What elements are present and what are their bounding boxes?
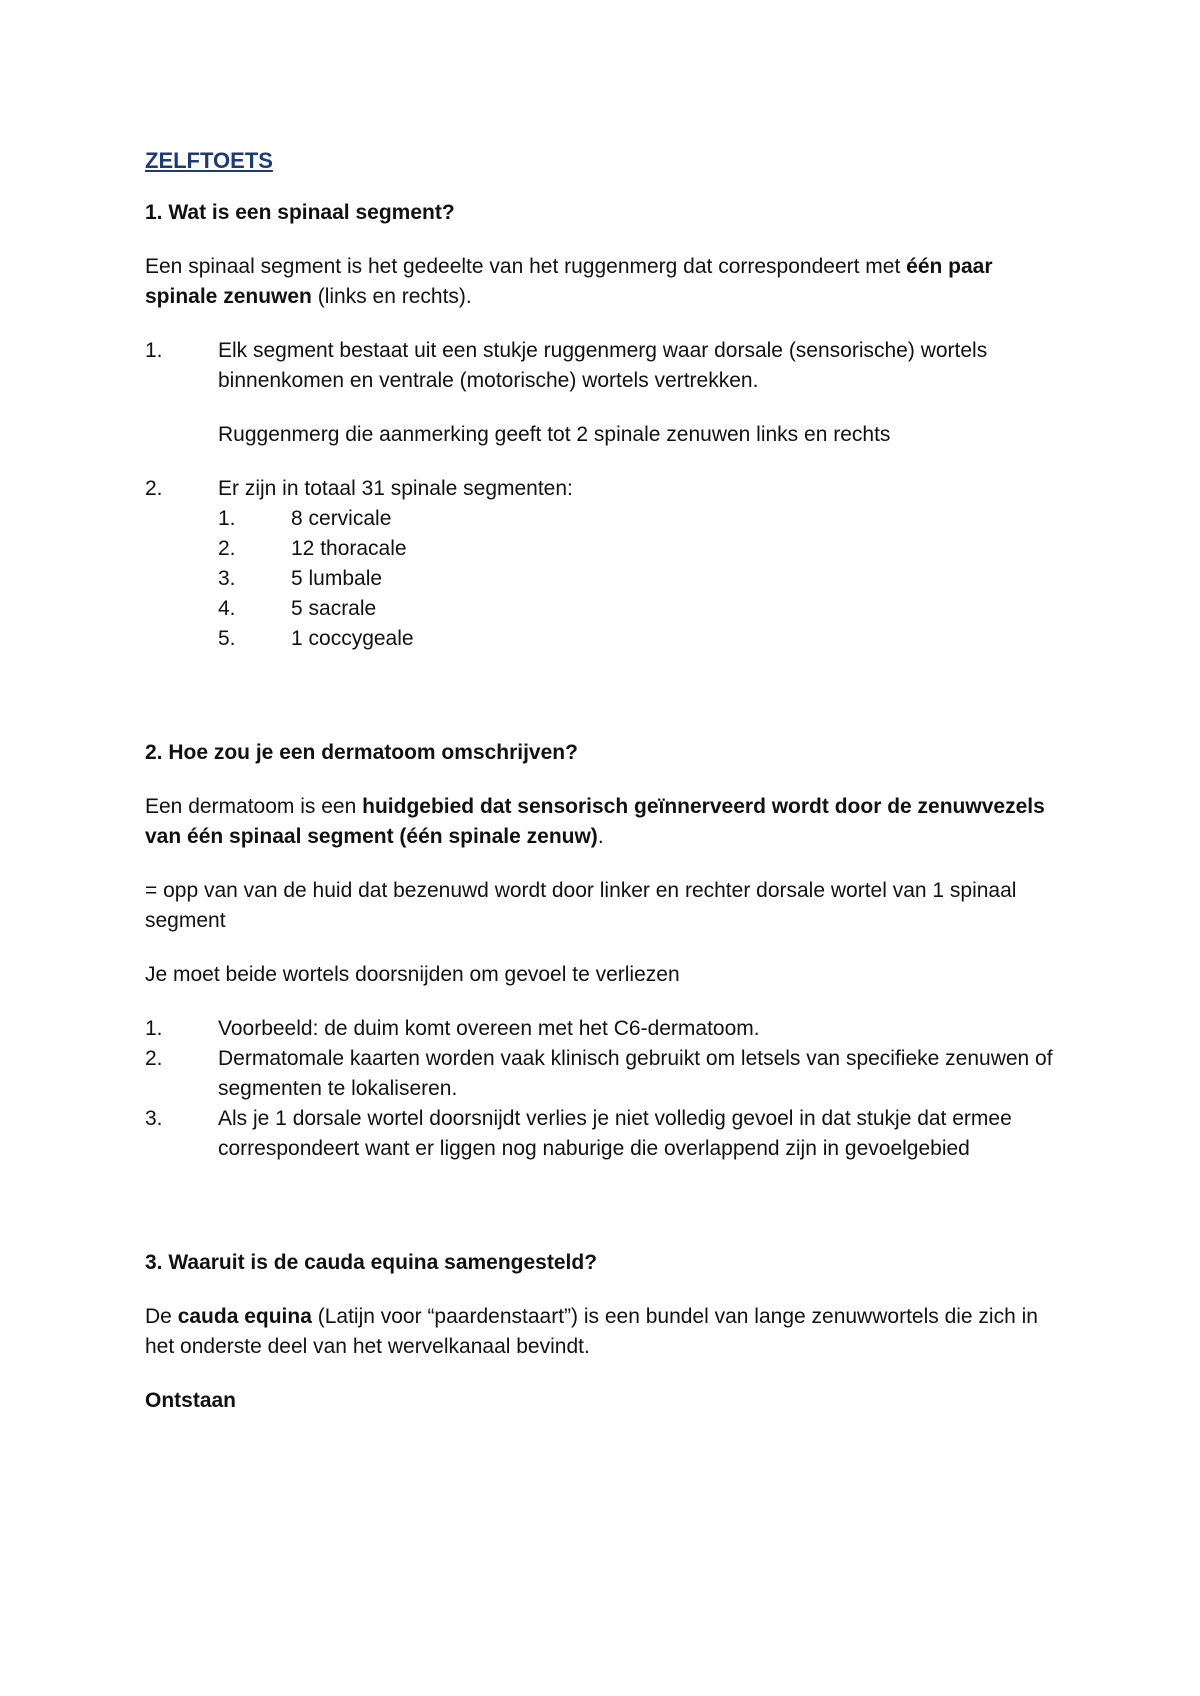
- sublist-number: 5.: [218, 627, 236, 650]
- question-2-equation: = opp van van de huid dat bezenuwd wordt door linker en rechter dorsale wortel van 1 spinaal segment: [145, 879, 1017, 932]
- list-number: 1.: [145, 1017, 163, 1040]
- sublist-text: 5 lumbale: [291, 567, 383, 590]
- sublist-item: [145, 534, 1065, 564]
- document-title: ZELFTOETS: [145, 148, 273, 173]
- sublist-text: 12 thoracale: [291, 537, 407, 560]
- list-number: 2.: [145, 477, 163, 500]
- definition-text-end: .: [597, 825, 604, 848]
- sublist-text: 8 cervicale: [291, 507, 392, 530]
- list-item: [145, 474, 1065, 504]
- definition-text: Een dermatoom is een: [145, 795, 363, 818]
- intro-bold-text: één paar spinale zenuwen: [145, 255, 993, 308]
- sublist-number: 4.: [218, 597, 236, 620]
- section-heading-ontstaan: Ontstaan: [145, 1389, 237, 1412]
- list-note: [145, 420, 1065, 450]
- sublist-item: [145, 504, 1065, 534]
- list-number: 3.: [145, 1107, 163, 1130]
- list-note-text: Ruggenmerg die aanmerking geeft tot 2 spinale zenuwen links en rechts: [218, 423, 891, 446]
- question-2-cut-note: Je moet beide wortels doorsnijden om gevoel te verliezen: [145, 963, 680, 986]
- definition-text-end: (Latijn voor “paardenstaart”) is een bundel van lange zenuwwortels die zich in het onderste deel van het wervelkanaal bevindt.: [145, 1305, 1038, 1358]
- sublist-number: 3.: [218, 567, 236, 590]
- question-2-heading: 2. Hoe zou je een dermatoom omschrijven?: [145, 741, 578, 764]
- list-item: [145, 336, 1065, 396]
- list-number: 2.: [145, 1047, 163, 1070]
- question-3-definition: [145, 1302, 1065, 1362]
- question-2-list: [145, 1014, 1065, 1164]
- question-1-heading: 1. Wat is een spinaal segment?: [145, 201, 455, 224]
- list-item: [145, 1014, 1065, 1044]
- list-item: [145, 1044, 1065, 1104]
- list-text: Dermatomale kaarten worden vaak klinisch gebruikt om letsels van specifieke zenuwen of segmenten te lokaliseren.: [218, 1047, 1053, 1100]
- list-text: Elk segment bestaat uit een stukje ruggenmerg waar dorsale (sensorische) wortels binnenkomen en ventrale (motorische) wortels vertrekken.: [218, 339, 988, 392]
- document-page: [145, 148, 1065, 1440]
- definition-text: De: [145, 1305, 178, 1328]
- sublist-item: [145, 624, 1065, 654]
- list-text: Als je 1 dorsale wortel doorsnijdt verlies je niet volledig gevoel in dat stukje dat ermee correspondeert want er liggen nog naburige die overlappend zijn in gevoelgebied: [218, 1107, 1012, 1160]
- sublist-number: 2.: [218, 537, 236, 560]
- list-number: 1.: [145, 339, 163, 362]
- sublist-text: 1 coccygeale: [291, 627, 414, 650]
- sublist-item: [145, 564, 1065, 594]
- question-1-list: [145, 336, 1065, 654]
- intro-text-end: (links en rechts).: [311, 285, 472, 308]
- intro-text: Een spinaal segment is het gedeelte van het ruggenmerg dat correspondeert met: [145, 255, 907, 278]
- definition-bold-text: cauda equina: [177, 1305, 312, 1328]
- definition-bold-text: huidgebied dat sensorisch geïnnerveerd wordt door de zenuwvezels van één spinaal segment (één spinale zenuw): [145, 795, 1045, 848]
- question-2-definition: [145, 792, 1065, 852]
- segment-sublist: [145, 504, 1065, 654]
- sublist-text: 5 sacrale: [291, 597, 377, 620]
- sublist-number: 1.: [218, 507, 236, 530]
- question-3-heading: 3. Waaruit is de cauda equina samengesteld?: [145, 1251, 598, 1274]
- list-text: Voorbeeld: de duim komt overeen met het C6-dermatoom.: [218, 1017, 760, 1040]
- question-1-intro: [145, 252, 1065, 312]
- list-text: Er zijn in totaal 31 spinale segmenten:: [218, 477, 573, 500]
- sublist-item: [145, 594, 1065, 624]
- list-item: [145, 1104, 1065, 1164]
